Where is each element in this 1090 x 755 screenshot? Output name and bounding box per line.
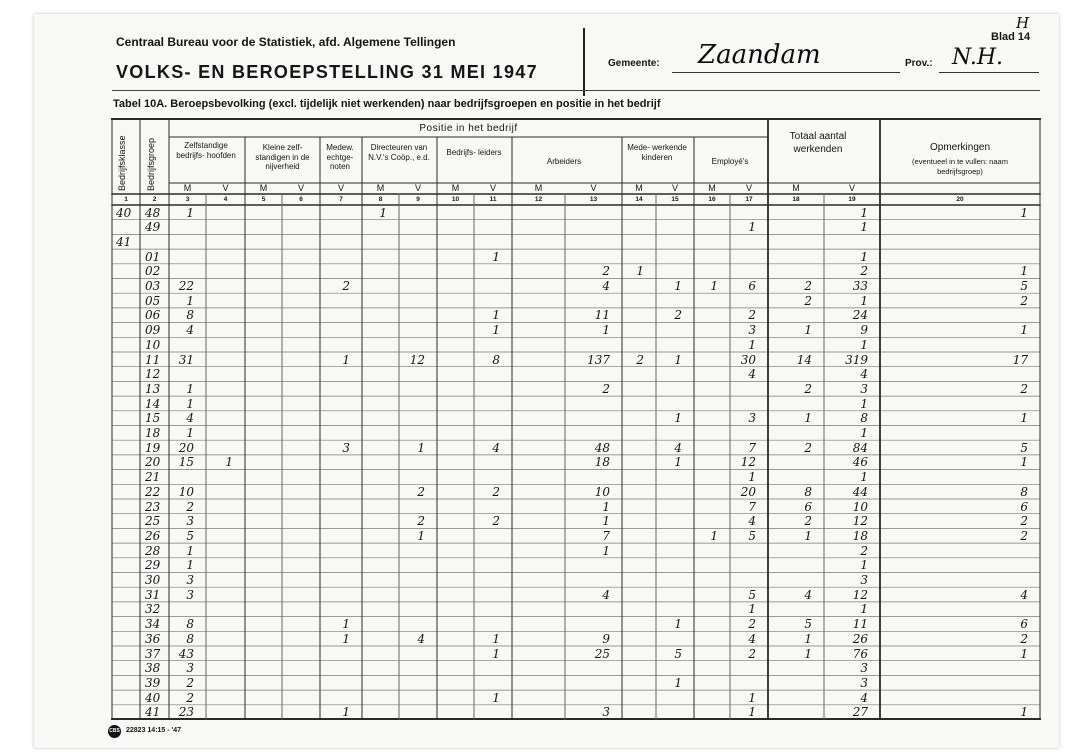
value-cell: 43 bbox=[178, 646, 194, 661]
value-cell: 1 bbox=[674, 675, 682, 690]
value-cell: 17 bbox=[1012, 352, 1028, 367]
value-cell: 8 bbox=[1020, 484, 1028, 499]
value-cell: 4 bbox=[417, 631, 425, 646]
header-totaal: Totaal aantal werkenden bbox=[789, 131, 847, 155]
value-cell: 8 bbox=[186, 631, 194, 646]
header-v: V bbox=[671, 183, 678, 193]
header-v: V bbox=[414, 183, 421, 193]
value-cell: 12 bbox=[409, 352, 425, 367]
value-cell: 10 bbox=[594, 484, 610, 499]
value-cell: 6 bbox=[1020, 499, 1028, 514]
bedrijfsgroep-cell: 21 bbox=[145, 470, 161, 485]
value-cell: 6 bbox=[804, 499, 812, 514]
bedrijfsgroep-cell: 29 bbox=[145, 558, 161, 573]
header-v: V bbox=[222, 183, 229, 193]
column-number: 3 bbox=[185, 196, 190, 203]
value-cell: 1 bbox=[492, 690, 500, 705]
value-cell: 1 bbox=[379, 205, 387, 220]
value-cell: 1 bbox=[1020, 705, 1028, 720]
header-m: M bbox=[451, 183, 460, 193]
column-number: 10 bbox=[451, 196, 460, 203]
value-cell: 30 bbox=[740, 352, 756, 367]
value-cell: 2 bbox=[1020, 528, 1028, 543]
value-cell: 1 bbox=[860, 558, 868, 573]
bedrijfsgroep-cell: 03 bbox=[145, 279, 161, 293]
bedrijfsgroep-cell: 05 bbox=[145, 293, 161, 308]
value-cell: 2 bbox=[417, 514, 425, 529]
bedrijfsgroep-cell: 36 bbox=[145, 631, 161, 646]
header-v: V bbox=[848, 183, 855, 193]
prov-label: Prov.: bbox=[905, 58, 933, 69]
census-form-sheet bbox=[34, 14, 1059, 748]
value-cell: 3 bbox=[186, 573, 194, 587]
value-cell: 1 bbox=[804, 323, 812, 338]
table-title: Tabel 10A. Beroepsbevolking (excl. tijdelijk niet werkenden) naar bedrijfsgroepen en positie in het bedrijf bbox=[113, 98, 661, 110]
bedrijfsgroep-cell: 32 bbox=[145, 602, 161, 617]
value-cell: 15 bbox=[178, 455, 194, 470]
value-cell: 1 bbox=[1020, 205, 1028, 220]
bedrijfsgroep-cell: 22 bbox=[145, 484, 161, 499]
column-number: 13 bbox=[589, 196, 598, 203]
value-cell: 2 bbox=[186, 690, 194, 705]
header-zelfstandige: Zelfstandige bedrijfs- hoofden bbox=[176, 141, 236, 160]
value-cell: 1 bbox=[186, 396, 194, 411]
value-cell: 8 bbox=[186, 308, 194, 323]
value-cell: 1 bbox=[804, 411, 812, 426]
value-cell: 2 bbox=[748, 308, 756, 323]
value-cell: 23 bbox=[178, 705, 194, 720]
column-number: 11 bbox=[489, 196, 497, 203]
value-cell: 5 bbox=[804, 617, 812, 632]
bedrijfsklasse-cell: 41 bbox=[116, 234, 132, 249]
header-m: M bbox=[183, 183, 192, 193]
value-cell: 1 bbox=[602, 543, 610, 558]
bedrijfsgroep-cell: 19 bbox=[145, 440, 161, 455]
column-number: 14 bbox=[635, 196, 643, 203]
value-cell: 4 bbox=[602, 279, 610, 293]
value-cell: 4 bbox=[674, 440, 682, 455]
value-cell: 8 bbox=[804, 484, 812, 499]
value-cell: 2 bbox=[1020, 514, 1028, 529]
value-cell: 27 bbox=[852, 705, 868, 720]
bedrijfsgroep-cell: 09 bbox=[145, 323, 161, 338]
value-cell: 2 bbox=[804, 440, 812, 455]
bedrijfsgroep-cell: 15 bbox=[145, 411, 161, 426]
value-cell: 1 bbox=[748, 602, 756, 617]
value-cell: 1 bbox=[636, 264, 644, 279]
bedrijfsgroep-cell: 25 bbox=[145, 514, 161, 529]
value-cell: 1 bbox=[186, 543, 194, 558]
value-cell: 5 bbox=[674, 646, 682, 661]
value-cell: 4 bbox=[186, 323, 194, 338]
bedrijfsgroep-cell: 26 bbox=[145, 528, 161, 543]
value-cell: 33 bbox=[852, 279, 868, 293]
value-cell: 1 bbox=[860, 293, 868, 308]
value-cell: 1 bbox=[710, 528, 718, 543]
header-arbeiders: Arbeiders bbox=[546, 157, 582, 166]
value-cell: 4 bbox=[602, 587, 610, 602]
bedrijfsklasse-cell: 40 bbox=[116, 205, 132, 220]
value-cell: 1 bbox=[186, 558, 194, 573]
bedrijfsgroep-cell: 01 bbox=[145, 249, 161, 264]
value-cell: 1 bbox=[860, 602, 868, 617]
header-opmerkingen-sub: (eventueel in te vullen: naam bedrijfsgroep) bbox=[912, 157, 1008, 176]
value-cell: 20 bbox=[740, 484, 756, 499]
value-cell: 1 bbox=[674, 617, 682, 632]
bedrijfsgroep-cell: 12 bbox=[145, 367, 161, 382]
value-cell: 1 bbox=[602, 499, 610, 514]
header-v: V bbox=[297, 183, 304, 193]
footer-print-code: 22823 14:15 - '47 bbox=[126, 727, 181, 734]
value-cell: 2 bbox=[342, 279, 350, 293]
value-cell: 3 bbox=[186, 514, 194, 529]
value-cell: 76 bbox=[852, 646, 868, 661]
column-number: 5 bbox=[261, 196, 266, 203]
value-cell: 2 bbox=[860, 264, 868, 279]
value-cell: 9 bbox=[602, 631, 610, 646]
value-cell: 18 bbox=[852, 528, 868, 543]
value-cell: 1 bbox=[748, 705, 756, 720]
value-cell: 3 bbox=[748, 411, 756, 426]
value-cell: 1 bbox=[602, 323, 610, 338]
value-cell: 84 bbox=[852, 440, 868, 455]
value-cell: 14 bbox=[796, 352, 812, 367]
value-cell: 31 bbox=[178, 352, 194, 367]
value-cell: 18 bbox=[594, 455, 610, 470]
value-cell: 46 bbox=[852, 455, 868, 470]
value-cell: 1 bbox=[748, 470, 756, 485]
header-m: M bbox=[635, 183, 643, 193]
value-cell: 3 bbox=[186, 661, 194, 676]
header-v: V bbox=[590, 183, 597, 193]
header-m: M bbox=[534, 183, 543, 193]
value-cell: 26 bbox=[852, 631, 868, 646]
bedrijfsgroep-cell: 39 bbox=[145, 675, 161, 690]
value-cell: 3 bbox=[748, 323, 756, 338]
form-title: VOLKS- EN BEROEPSTELLING 31 MEI 1947 bbox=[116, 62, 538, 82]
value-cell: 2 bbox=[602, 381, 610, 396]
value-cell: 1 bbox=[417, 528, 425, 543]
value-cell: 25 bbox=[594, 646, 610, 661]
bedrijfsgroep-cell: 41 bbox=[145, 705, 161, 720]
value-cell: 2 bbox=[186, 499, 194, 514]
value-cell: 7 bbox=[748, 440, 756, 455]
value-cell: 22 bbox=[178, 279, 194, 293]
value-cell: 4 bbox=[860, 690, 868, 705]
cbs-logo: CBS bbox=[108, 725, 121, 738]
value-cell: 1 bbox=[602, 514, 610, 529]
value-cell: 1 bbox=[186, 293, 194, 308]
value-cell: 1 bbox=[225, 455, 233, 470]
value-cell: 4 bbox=[1020, 587, 1028, 602]
value-cell: 1 bbox=[860, 396, 868, 411]
value-cell: 2 bbox=[804, 293, 812, 308]
value-cell: 2 bbox=[748, 617, 756, 632]
value-cell: 1 bbox=[1020, 411, 1028, 426]
value-cell: 1 bbox=[417, 440, 425, 455]
value-cell: 10 bbox=[852, 499, 868, 514]
bedrijfsgroep-cell: 14 bbox=[145, 396, 161, 411]
column-number: 17 bbox=[745, 196, 753, 203]
bedrijfsgroep-cell: 37 bbox=[145, 646, 161, 661]
value-cell: 1 bbox=[860, 249, 868, 264]
header-v: V bbox=[489, 183, 496, 193]
value-cell: 7 bbox=[602, 528, 610, 543]
bedrijfsgroep-cell: 31 bbox=[145, 587, 161, 602]
header-m: M bbox=[259, 183, 268, 193]
column-number: 15 bbox=[671, 196, 679, 203]
value-cell: 1 bbox=[748, 220, 756, 235]
header-medewerkende-echtgenoten: Medew. echtge- noten bbox=[326, 143, 354, 171]
bedrijfsgroep-cell: 13 bbox=[145, 381, 161, 396]
value-cell: 1 bbox=[860, 220, 868, 235]
value-cell: 3 bbox=[860, 381, 868, 396]
value-cell: 1 bbox=[492, 249, 500, 264]
header-opmerkingen: Opmerkingen bbox=[929, 142, 991, 153]
bedrijfsgroep-cell: 11 bbox=[145, 352, 161, 367]
bedrijfsgroep-cell: 20 bbox=[145, 455, 161, 470]
value-cell: 12 bbox=[852, 514, 868, 529]
value-cell: 2 bbox=[804, 279, 812, 293]
bedrijfsgroep-cell: 38 bbox=[145, 661, 161, 676]
header-mede-werkende-kinderen: Mede- werkende kinderen bbox=[627, 143, 687, 162]
value-cell: 1 bbox=[1020, 323, 1028, 338]
value-cell: 2 bbox=[1020, 293, 1028, 308]
value-cell: 2 bbox=[748, 646, 756, 661]
value-cell: 2 bbox=[492, 514, 500, 529]
value-cell: 6 bbox=[1020, 617, 1028, 632]
bedrijfsgroep-cell: 30 bbox=[145, 573, 161, 587]
bedrijfsgroep-cell: 10 bbox=[145, 337, 161, 352]
header-bedrijfsklasse: Bedrijfsklasse bbox=[117, 135, 127, 191]
column-number: 4 bbox=[223, 196, 228, 203]
header-m: M bbox=[376, 183, 385, 193]
column-number: 2 bbox=[152, 196, 157, 203]
value-cell: 6 bbox=[748, 279, 756, 293]
value-cell: 1 bbox=[342, 352, 350, 367]
value-cell: 3 bbox=[602, 705, 610, 720]
header-bedrijfsleiders: Bedrijfs- leiders bbox=[446, 148, 502, 157]
prov-value: N.H. bbox=[952, 45, 1004, 70]
value-cell: 48 bbox=[594, 440, 610, 455]
value-cell: 2 bbox=[860, 543, 868, 558]
value-cell: 1 bbox=[860, 205, 868, 220]
header-employes: Employé's bbox=[711, 157, 749, 166]
value-cell: 1 bbox=[492, 323, 500, 338]
value-cell: 2 bbox=[804, 381, 812, 396]
value-cell: 44 bbox=[852, 484, 868, 499]
value-cell: 8 bbox=[492, 352, 500, 367]
blad-mark: H bbox=[1016, 14, 1030, 32]
value-cell: 4 bbox=[748, 514, 756, 529]
header-positie: Positie in het bedrijf bbox=[419, 123, 518, 134]
value-cell: 3 bbox=[342, 440, 350, 455]
value-cell: 2 bbox=[674, 308, 682, 323]
value-cell: 10 bbox=[178, 484, 194, 499]
column-number: 7 bbox=[339, 196, 343, 203]
value-cell: 4 bbox=[804, 587, 812, 602]
value-cell: 1 bbox=[674, 352, 682, 367]
column-number: 18 bbox=[792, 196, 800, 203]
value-cell: 1 bbox=[492, 308, 500, 323]
value-cell: 5 bbox=[748, 587, 756, 602]
value-cell: 1 bbox=[674, 455, 682, 470]
value-cell: 2 bbox=[636, 352, 644, 367]
value-cell: 20 bbox=[178, 440, 194, 455]
header-m: M bbox=[792, 183, 800, 193]
value-cell: 1 bbox=[804, 631, 812, 646]
bureau-line: Centraal Bureau voor de Statistiek, afd. Algemene Tellingen bbox=[116, 35, 456, 49]
value-cell: 2 bbox=[602, 264, 610, 279]
column-number: 19 bbox=[848, 196, 856, 203]
gemeente-label: Gemeente: bbox=[608, 58, 660, 69]
column-number: 12 bbox=[534, 196, 543, 203]
column-number: 16 bbox=[708, 196, 716, 203]
value-cell: 1 bbox=[1020, 455, 1028, 470]
value-cell: 24 bbox=[852, 308, 868, 323]
value-cell: 11 bbox=[594, 308, 610, 323]
value-cell: 137 bbox=[587, 352, 610, 367]
value-cell: 12 bbox=[852, 587, 868, 602]
value-cell: 2 bbox=[804, 514, 812, 529]
value-cell: 1 bbox=[748, 337, 756, 352]
value-cell: 4 bbox=[748, 631, 756, 646]
value-cell: 5 bbox=[748, 528, 756, 543]
value-cell: 3 bbox=[860, 675, 868, 690]
value-cell: 1 bbox=[492, 631, 500, 646]
value-cell: 1 bbox=[860, 426, 868, 440]
value-cell: 1 bbox=[804, 528, 812, 543]
column-number: 8 bbox=[378, 196, 383, 203]
value-cell: 1 bbox=[342, 617, 350, 632]
value-cell: 2 bbox=[417, 484, 425, 499]
value-cell: 8 bbox=[186, 617, 194, 632]
value-cell: 1 bbox=[492, 646, 500, 661]
value-cell: 5 bbox=[1020, 279, 1028, 293]
value-cell: 1 bbox=[748, 690, 756, 705]
header-v: V bbox=[337, 183, 344, 193]
header-v: V bbox=[745, 183, 752, 193]
bedrijfsgroep-cell: 18 bbox=[145, 426, 161, 440]
column-number: 6 bbox=[299, 196, 303, 203]
value-cell: 4 bbox=[186, 411, 194, 426]
bedrijfsgroep-cell: 49 bbox=[145, 220, 161, 235]
value-cell: 1 bbox=[710, 279, 718, 293]
bedrijfsgroep-cell: 34 bbox=[145, 617, 161, 632]
value-cell: 1 bbox=[860, 470, 868, 485]
value-cell: 1 bbox=[674, 279, 682, 293]
bedrijfsgroep-cell: 06 bbox=[145, 308, 161, 323]
value-cell: 8 bbox=[860, 411, 868, 426]
value-cell: 9 bbox=[860, 323, 868, 338]
value-cell: 1 bbox=[342, 631, 350, 646]
value-cell: 5 bbox=[186, 528, 194, 543]
header-m: M bbox=[708, 183, 716, 193]
bedrijfsgroep-cell: 23 bbox=[145, 499, 161, 514]
gemeente-value: Zaandam bbox=[698, 40, 821, 70]
value-cell: 2 bbox=[1020, 631, 1028, 646]
bedrijfsgroep-cell: 48 bbox=[145, 205, 161, 220]
header-directeuren: Directeuren van N.V.'s Coöp., e.d. bbox=[368, 143, 430, 162]
bedrijfsgroep-cell: 02 bbox=[145, 264, 161, 279]
header-kleine-zelfstandigen: Kleine zelf- standigen in de nijverheid bbox=[255, 143, 310, 171]
value-cell: 2 bbox=[186, 675, 194, 690]
value-cell: 1 bbox=[186, 205, 194, 220]
value-cell: 4 bbox=[492, 440, 500, 455]
value-cell: 3 bbox=[186, 587, 194, 602]
value-cell: 1 bbox=[186, 426, 194, 440]
column-number: 1 bbox=[124, 196, 128, 203]
blad-number: Blad 14 bbox=[991, 31, 1031, 43]
column-number: 9 bbox=[416, 196, 420, 203]
value-cell: 1 bbox=[1020, 264, 1028, 279]
header-bedrijfsgroep: Bedrijfsgroep bbox=[146, 137, 156, 191]
bedrijfsgroep-cell: 40 bbox=[145, 690, 161, 705]
column-number: 20 bbox=[956, 196, 964, 203]
value-cell: 3 bbox=[860, 661, 868, 676]
value-cell: 319 bbox=[845, 352, 868, 367]
value-cell: 2 bbox=[1020, 381, 1028, 396]
value-cell: 12 bbox=[740, 455, 756, 470]
value-cell: 1 bbox=[674, 411, 682, 426]
value-cell: 1 bbox=[186, 381, 194, 396]
value-cell: 1 bbox=[860, 337, 868, 352]
value-cell: 4 bbox=[748, 367, 756, 382]
value-cell: 5 bbox=[1020, 440, 1028, 455]
value-cell: 1 bbox=[1020, 646, 1028, 661]
value-cell: 7 bbox=[748, 499, 756, 514]
bedrijfsgroep-cell: 28 bbox=[145, 543, 161, 558]
value-cell: 4 bbox=[860, 367, 868, 382]
value-cell: 2 bbox=[492, 484, 500, 499]
value-cell: 1 bbox=[804, 646, 812, 661]
value-cell: 1 bbox=[342, 705, 350, 720]
value-cell: 11 bbox=[852, 617, 868, 632]
value-cell: 3 bbox=[860, 573, 868, 587]
